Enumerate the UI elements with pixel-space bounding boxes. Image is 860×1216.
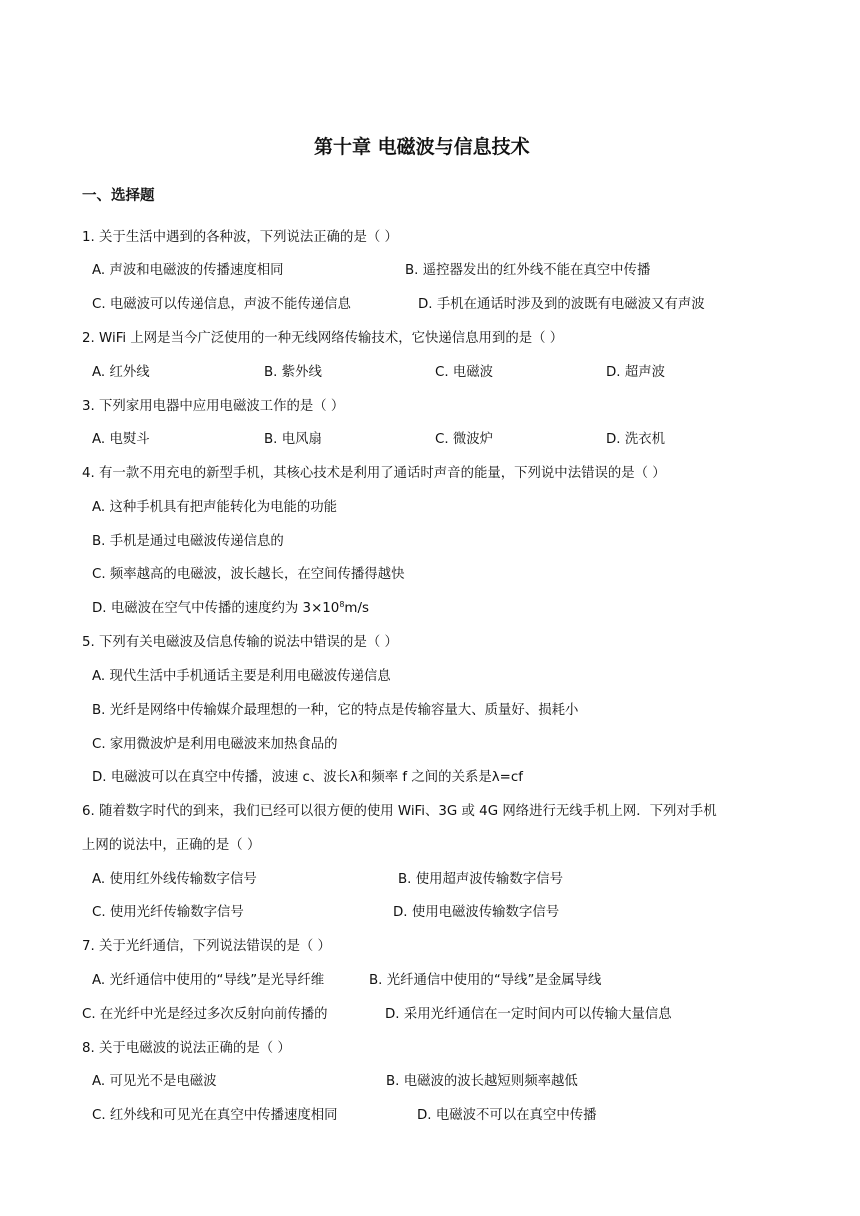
question-7-option-b: B. 光纤通信中使用的“导线”是金属导线 xyxy=(369,973,602,988)
page-title: 第十章 电磁波与信息技术 xyxy=(314,136,530,158)
question-5-option-d: D. 电磁波可以在真空中传播，波速 c、波长λ和频率 f 之间的关系是λ=cf xyxy=(92,770,523,785)
question-6-option-b: B. 使用超声波传输数字信号 xyxy=(398,872,563,887)
question-3-option-a: A. 电熨斗 xyxy=(92,432,150,447)
question-8-option-a: A. 可见光不是电磁波 xyxy=(92,1074,217,1089)
question-4-option-b: B. 手机是通过电磁波传递信息的 xyxy=(92,534,284,549)
question-3-option-c: C. 微波炉 xyxy=(435,432,494,447)
question-6-option-a: A. 使用红外线传输数字信号 xyxy=(92,872,257,887)
question-7-option-d: D. 采用光纤通信在一定时间内可以传输大量信息 xyxy=(385,1007,672,1022)
question-4-option-d xyxy=(92,599,369,619)
question-8-option-c: C. 红外线和可见光在真空中传播速度相同 xyxy=(92,1108,338,1123)
question-5-option-b: B. 光纤是网络中传输媒介最理想的一种，它的特点是传输容量大、质量好、损耗小 xyxy=(92,703,579,718)
question-2-option-c: C. 电磁波 xyxy=(435,365,494,380)
question-5-stem: 5. 下列有关电磁波及信息传输的说法中错误的是（ ） xyxy=(82,635,398,650)
question-6-stem-line-2: 上网的说法中，正确的是（ ） xyxy=(82,838,261,853)
question-8-stem: 8. 关于电磁波的说法正确的是（ ） xyxy=(82,1041,291,1056)
question-1-stem: 1. 关于生活中遇到的各种波，下列说法正确的是（ ） xyxy=(82,230,398,245)
question-5-option-a: A. 现代生活中手机通话主要是利用电磁波传递信息 xyxy=(92,669,391,684)
question-3-option-b: B. 电风扇 xyxy=(264,432,322,447)
question-4-stem: 4. 有一款不用充电的新型手机，其核心技术是利用了通话时声音的能量，下列说中法错误的是（ ） xyxy=(82,466,666,481)
question-1-option-a: A. 声波和电磁波的传播速度相同 xyxy=(92,263,284,278)
exponent: 8 xyxy=(339,600,345,609)
question-2-option-d: D. 超声波 xyxy=(606,365,665,380)
question-4-option-c: C. 频率越高的电磁波，波长越长，在空间传播得越快 xyxy=(92,567,405,582)
question-3-stem: 3. 下列家用电器中应用电磁波工作的是（ ） xyxy=(82,399,345,414)
section-heading: 一、选择题 xyxy=(82,188,155,204)
question-8-option-b: B. 电磁波的波长越短则频率越低 xyxy=(386,1074,578,1089)
question-4-option-a: A. 这种手机具有把声能转化为电能的功能 xyxy=(92,500,338,515)
question-1-option-b: B. 遥控器发出的红外线不能在真空中传播 xyxy=(405,263,651,278)
question-2-stem: 2. WiFi 上网是当今广泛使用的一种无线网络传输技术，它快递信息用到的是（ ） xyxy=(82,331,564,346)
unit: m/s xyxy=(344,601,369,616)
question-6-option-d: D. 使用电磁波传输数字信号 xyxy=(393,905,560,920)
question-2-option-b: B. 紫外线 xyxy=(264,365,322,380)
question-5-option-c: C. 家用微波炉是利用电磁波来加热食品的 xyxy=(92,737,338,752)
question-2-option-a: A. 红外线 xyxy=(92,365,150,380)
question-4-option-d-text: D. 电磁波在空气中传播的速度约为 3×10 xyxy=(92,601,340,616)
question-1-option-d: D. 手机在通话时涉及到的波既有电磁波又有声波 xyxy=(418,297,705,312)
question-7-stem: 7. 关于光纤通信，下列说法错误的是（ ） xyxy=(82,939,331,954)
question-8-option-d: D. 电磁波不可以在真空中传播 xyxy=(417,1108,597,1123)
question-6-stem-line-1: 6. 随着数字时代的到来，我们已经可以很方便的使用 WiFi、3G 或 4G 网络进行无线手机上网．下列对手机 xyxy=(82,804,717,819)
question-6-option-c: C. 使用光纤传输数字信号 xyxy=(92,905,244,920)
question-3-option-d: D. 洗衣机 xyxy=(606,432,665,447)
question-7-option-a: A. 光纤通信中使用的“导线”是光导纤维 xyxy=(92,973,325,988)
question-7-option-c: C. 在光纤中光是经过多次反射向前传播的 xyxy=(82,1007,328,1022)
question-1-option-c: C. 电磁波可以传递信息，声波不能传递信息 xyxy=(92,297,351,312)
